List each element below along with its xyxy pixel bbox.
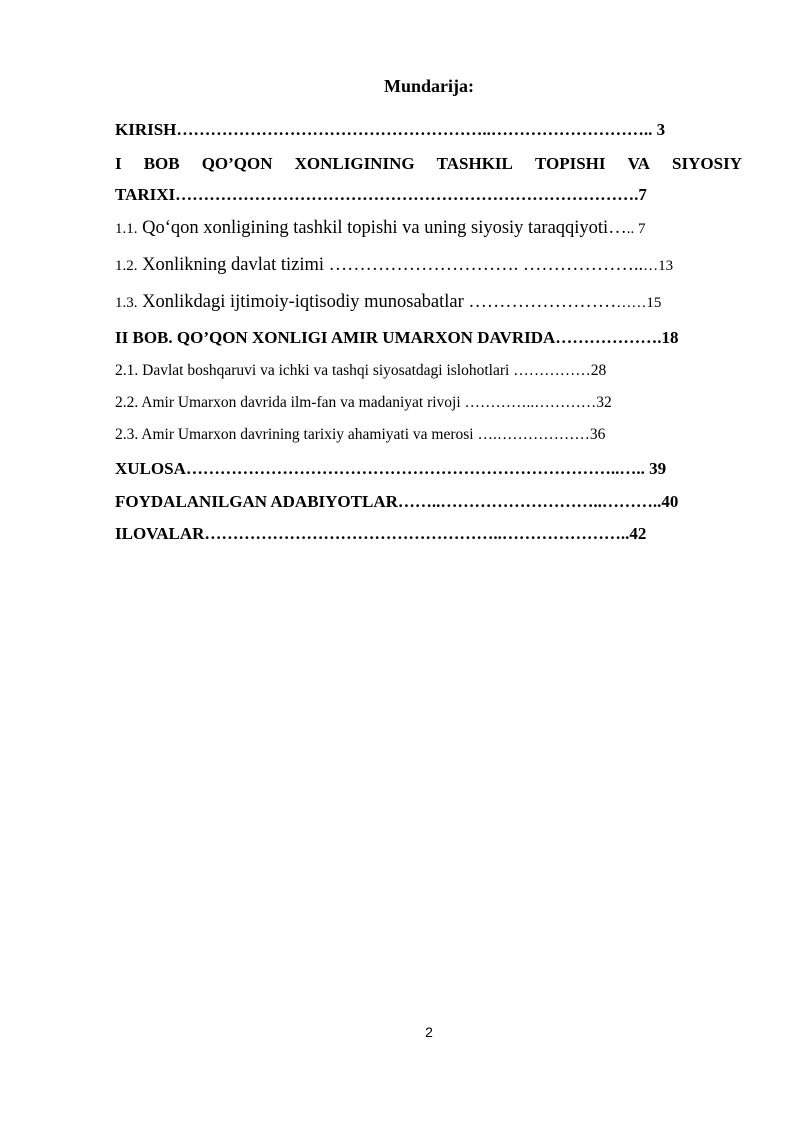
toc-entry-kirish: KIRISH………………………………………………..……………………….. 3 <box>115 120 666 139</box>
toc-entry-page: …13 <box>643 258 674 274</box>
toc-entry-number: 1.2. <box>115 258 138 274</box>
toc-entry-page: ……15 <box>616 295 662 311</box>
toc-entry-bob2: II BOB. QO’QON XONLIGI AMIR UMARXON DAVRIDA……………….18 <box>115 328 679 347</box>
toc-entry-2-1: 2.1. Davlat boshqaruvi va ichki va tashqi siyosatdagi islohotlari ……………28 <box>115 362 607 379</box>
toc-entry-page: .. 7 <box>626 221 646 237</box>
toc-entry-1-3 <box>115 292 742 313</box>
toc-entry-number: 1.3. <box>115 295 138 311</box>
toc-entry-2-3: 2.3. Amir Umarxon davrining tarixiy ahamiyati va merosi ….………………36 <box>115 426 606 443</box>
toc-entry-2-2: 2.2. Amir Umarxon davrida ilm-fan va madaniyat rivoji …………..…………32 <box>115 394 612 411</box>
toc-entry-bob1-line1 <box>115 154 742 174</box>
toc-word: I <box>115 154 122 173</box>
toc-entry-adabiyotlar: FOYDALANILGAN ADABIYOTLAR……..………………………..………..40 <box>115 492 679 511</box>
toc-entry-1-1 <box>115 218 742 239</box>
toc-word: BOB <box>143 154 180 173</box>
toc-word: TOPISHI <box>534 154 606 173</box>
toc-word: VA <box>627 154 650 173</box>
toc-entry-text: Xonlikning davlat tizimi …………………………. ……………….. <box>137 255 644 275</box>
toc-word: XONLIGINING <box>294 154 415 173</box>
toc-entry-text: Qo‘qon xonligining tashkil topishi va uning siyosiy taraqqiyoti… <box>137 218 627 238</box>
toc-entry-ilovalar: ILOVALAR……………………………………………..…………………..42 <box>115 524 647 543</box>
toc-word: QO’QON <box>201 154 273 173</box>
toc-entry-1-2 <box>115 255 742 276</box>
toc-word: TASHKIL <box>436 154 513 173</box>
toc-entry-number: 1.1. <box>115 221 138 237</box>
page-number: 2 <box>425 1024 433 1040</box>
toc-entry-text: Xonlikdagi ijtimoiy-iqtisodiy munosabatlar …………………… <box>137 292 617 312</box>
toc-title: Mundarija: <box>384 76 474 96</box>
toc-word: SIYOSIY <box>672 154 742 173</box>
toc-entry-bob1-line2: TARIXI……………………………………………………………………….7 <box>115 185 647 204</box>
toc-entry-xulosa: XULOSA…………………………………………………………………..….. 39 <box>115 459 667 478</box>
